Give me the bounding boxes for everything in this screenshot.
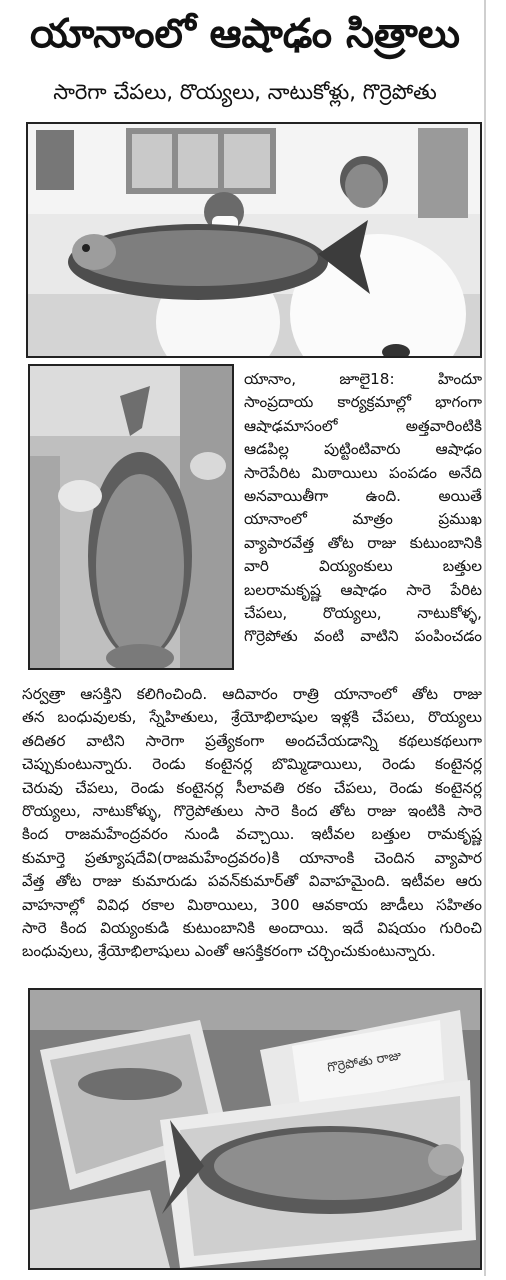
body-line: చేపలు, రొయ్యలు, నాటుకోళ్ళ, <box>244 603 482 622</box>
body-line: వ్యాపారవేత్త తోట రాజు కుటుంబానికి <box>244 533 482 552</box>
body-line: యానాం, జూలై18: హిందూ <box>244 370 482 388</box>
photo-fish-closeup <box>28 364 234 670</box>
body-line: చెప్పుకుంటున్నారు. రెండు కంటైనర్ల బొమ్మిడాయిలు, రెండు కంటైనర్ల <box>22 755 482 774</box>
article-body-full-width <box>22 683 482 964</box>
body-line: తదితర వాటిని సారెగా ప్రత్యేకంగా అందచేయడాన్ని కథలుకథలుగా <box>22 731 482 750</box>
body-line: తన బంధువులకు, స్నేహితులు, శ్రేయోభిలాషుల ఇళ్లకి చేపలు, రొయ్యలు <box>22 708 482 727</box>
body-line: చెరువు చేపలు, రెండు కంటైనర్ల సీలావతి రకం చేపలు, రెండు కంటైనర్ల <box>22 778 482 797</box>
headline: యానాంలో ఆషాఢం సిత్రాలు <box>30 11 460 57</box>
body-line: సాంప్రదాయ కార్యక్రమాల్లో భాగంగా <box>244 393 482 412</box>
photo-men-holding-fish <box>26 122 482 358</box>
article-body-right-column <box>244 368 482 649</box>
body-line: సారె కింద వియ్యంకుడి కుటుంబానికి అందాయి. ఇదే విషయం గురించి <box>22 918 482 937</box>
body-line: ఆడపిల్ల పుట్టింటివారు ఆషాఢం <box>244 440 482 459</box>
body-line: వారి వియ్యంకులు బత్తుల <box>244 557 482 576</box>
body-line: వాహనాల్లో వివిధ రకాల మిఠాయిలు, 300 ఆవకాయ జాడీలు సహితం <box>22 895 482 914</box>
photo-fish-closeup-image <box>30 366 232 668</box>
body-line: బంధువులు, శ్రేయోభిలాషులు ఎంతో ఆసక్తికరంగా చర్చించుకుంటున్నారు. <box>22 942 436 961</box>
box-label-handwriting: గొర్రెపోతు రాజు <box>326 1048 403 1076</box>
body-line: కింద రాజమహేంద్రవరం నుండి వచ్చాయి. ఇటీవల బత్తుల రామకృష్ణ <box>22 825 482 844</box>
body-line: అనవాయితీగా ఉంది. అయితే <box>244 486 482 505</box>
body-line: వేత్త తోట రాజు కుమారుడు పవన్‌కుమార్‌తో వివాహమైంది. ఇటీవల ఆరు <box>22 872 482 891</box>
body-line: గొర్రెపోతు వంటి వాటిని పంపించడం <box>244 627 482 646</box>
photo-men-holding-fish-image <box>28 124 480 356</box>
subheadline: సారెగా చేపలు, రొయ్యలు, నాటుకోళ్లు, గొర్రెపోతు <box>53 80 437 104</box>
photo-fish-in-boxes <box>28 988 482 1270</box>
newspaper-clipping <box>6 0 486 1276</box>
body-line: బలరామకృష్ణ ఆషాఢం సారె పేరిట <box>244 580 482 599</box>
body-line: రొయ్యలు, నాటుకోళ్ళు, గొర్రెపోతులు సారె కింద తోట రాజు ఇంటికి సారె <box>22 801 482 820</box>
body-line: ఆషాఢమాసంలో అత్తవారింటికి <box>244 416 482 435</box>
body-line: సారెపేరిట మిఠాయిలు పంపడం అనేది <box>244 463 482 482</box>
body-line: సర్వత్రా ఆసక్తిని కలిగించింది. ఆదివారం రాత్రి యానాంలో తోట రాజు <box>22 685 482 703</box>
photo-fish-in-boxes-image <box>30 990 480 1268</box>
body-line: కుమార్తె ప్రత్యూషదేవి(రాజమహేంద్రవరం)కి యానాంకి చెందిన వ్యాపార <box>22 848 482 867</box>
body-line: యానాంలో మాత్రం ప్రముఖ <box>244 510 482 529</box>
